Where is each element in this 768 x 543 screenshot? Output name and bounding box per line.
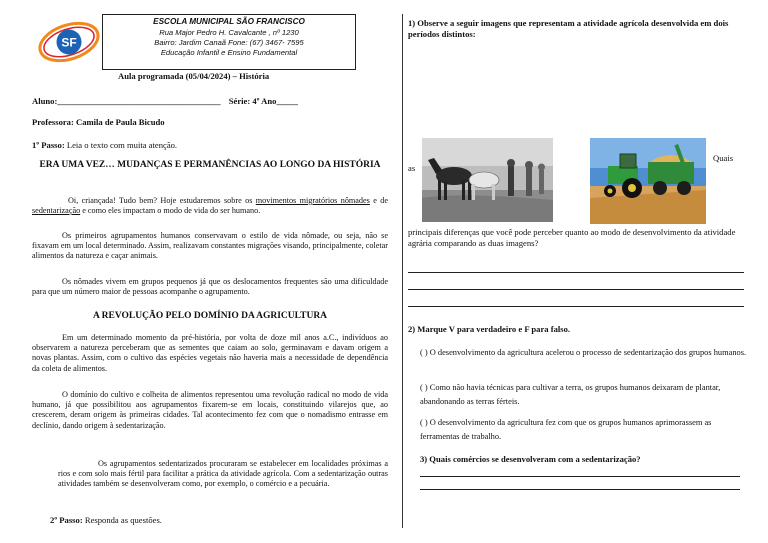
step1-instruction xyxy=(32,140,177,150)
step2-text: Responda as questões. xyxy=(84,515,162,525)
tractor-harvest-photo-icon xyxy=(590,138,706,224)
answer-line-1[interactable] xyxy=(408,272,744,273)
paragraph-1: Oi, criançada! Tudo bem? Hoje estudaremos sobre os movimentos migratórios nômades e de sedentarização e como eles impactam o modo de vida do ser humano. xyxy=(32,196,388,216)
grade-field[interactable]: Série: 4º Ano_____ xyxy=(228,96,298,106)
paragraph-5: O domínio do cultivo e colheita de alimentos representou uma revolução radical no modo de vida humano, já que possibilitou aos agrupamentos fixarem-se em locais, constituindo vilarejos que, ao crescerem, deram origem às primeiras cidades. Tal acontecimento fez com que o nomadismo entrasse em declínio, dando origem à sedentarização. xyxy=(32,390,388,430)
paragraph-4: Em um determinado momento da pré-história, por volta de doze mil anos a.C., indivíduos ao observarem a natureza perceberam que as sementes que caiam ao solo, germinavam e davam origem a novas plantas. Assim, com o cultivo das espécies vegetais não haveria mais a necessidade de dependência da coleta de alimentos. xyxy=(32,333,388,373)
column-divider xyxy=(402,14,403,528)
step2-instruction xyxy=(50,515,162,525)
true-false-item-2[interactable]: ( ) Como não havia técnicas para cultivar a terra, os grupos humanos deixaram de plantar, abandonando as terras férteis. xyxy=(420,383,721,406)
school-name: ESCOLA MUNICIPAL SÃO FRANCISCO xyxy=(153,17,305,26)
paragraph-6: Os agrupamentos sedentarizados procuraram se estabelecer em localidades próximas a rios e com solo mais fértil para facilitar a prática da atividade agrícola. Com a sedentarização outras atividades também se desenvolveram como, por exemplo, o comércio e a pecuária. xyxy=(58,459,388,489)
school-info-box xyxy=(102,14,356,70)
answer-line-4[interactable] xyxy=(420,476,740,477)
paragraph-3: Os nômades vivem em grupos pequenos já que os deslocamentos frequentes são uma dificuldade para que um número maior de pessoas acompanhe o agrupamento. xyxy=(32,277,388,297)
answer-line-5[interactable] xyxy=(420,489,740,490)
step2-label: 2º Passo: xyxy=(50,515,83,525)
question-1-quais: Quais xyxy=(713,153,734,163)
answer-line-3[interactable] xyxy=(408,306,744,307)
student-field[interactable]: Aluno:______________________________________ xyxy=(32,96,221,106)
logo-text: SF xyxy=(61,35,77,50)
school-logo-icon xyxy=(36,16,102,66)
school-education: Educação Infantil e Ensino Fundamental xyxy=(160,47,298,57)
lesson-title: Aula programada (05/04/2024) – História xyxy=(118,71,270,81)
school-address: Rua Major Pedro H. Cavalcante , nº 1230 xyxy=(159,27,299,37)
school-district-phone: Bairro: Jardim Canaã Fone: (67) 3467- 7595 xyxy=(154,38,304,47)
answer-line-2[interactable] xyxy=(408,289,744,290)
question-1: 1) Observe a seguir imagens que representam a atividade agrícola desenvolvida em dois períodos distintos: xyxy=(408,18,729,39)
teacher-name: Professora: Camila de Paula Bicudo xyxy=(32,117,165,127)
paragraph-2: Os primeiros agrupamentos humanos conservavam o estilo de vida nômade, ou seja, não se fixavam em um local determinado. Assim, realizavam constantes migrações visando, principalmente, coletar alimentos da natureza e caçar animais. xyxy=(32,231,388,261)
true-false-item-3[interactable]: ( ) O desenvolvimento da agricultura fez com que os grupos humanos aprimorassem as ferramentas de trabalho. xyxy=(420,418,712,441)
question-3: 3) Quais comércios se desenvolveram com a sedentarização? xyxy=(420,454,641,464)
question-2: 2) Marque V para verdadeiro e F para falso. xyxy=(408,324,571,334)
step1-label: 1º Passo: xyxy=(32,140,65,150)
question-1-continuation: principais diferenças que você pode perceber quanto ao modo de desenvolvimento da atividade agrária comparando as duas imagens? xyxy=(408,227,736,248)
text-title-2: A REVOLUÇÃO PELO DOMÍNIO DA AGRICULTURA xyxy=(92,311,328,321)
old-plough-photo-icon xyxy=(422,138,553,222)
question-1-as: as xyxy=(408,163,416,173)
step1-text: Leia o texto com muita atenção. xyxy=(66,140,178,150)
student-line xyxy=(32,96,298,106)
text-title-1: ERA UMA VEZ… MUDANÇAS E PERMANÊNCIAS AO LONGO DA HISTÓRIA xyxy=(39,160,381,170)
true-false-item-1[interactable]: ( ) O desenvolvimento da agricultura acelerou o processo de sedentarização dos grupos humanos. xyxy=(420,348,747,357)
